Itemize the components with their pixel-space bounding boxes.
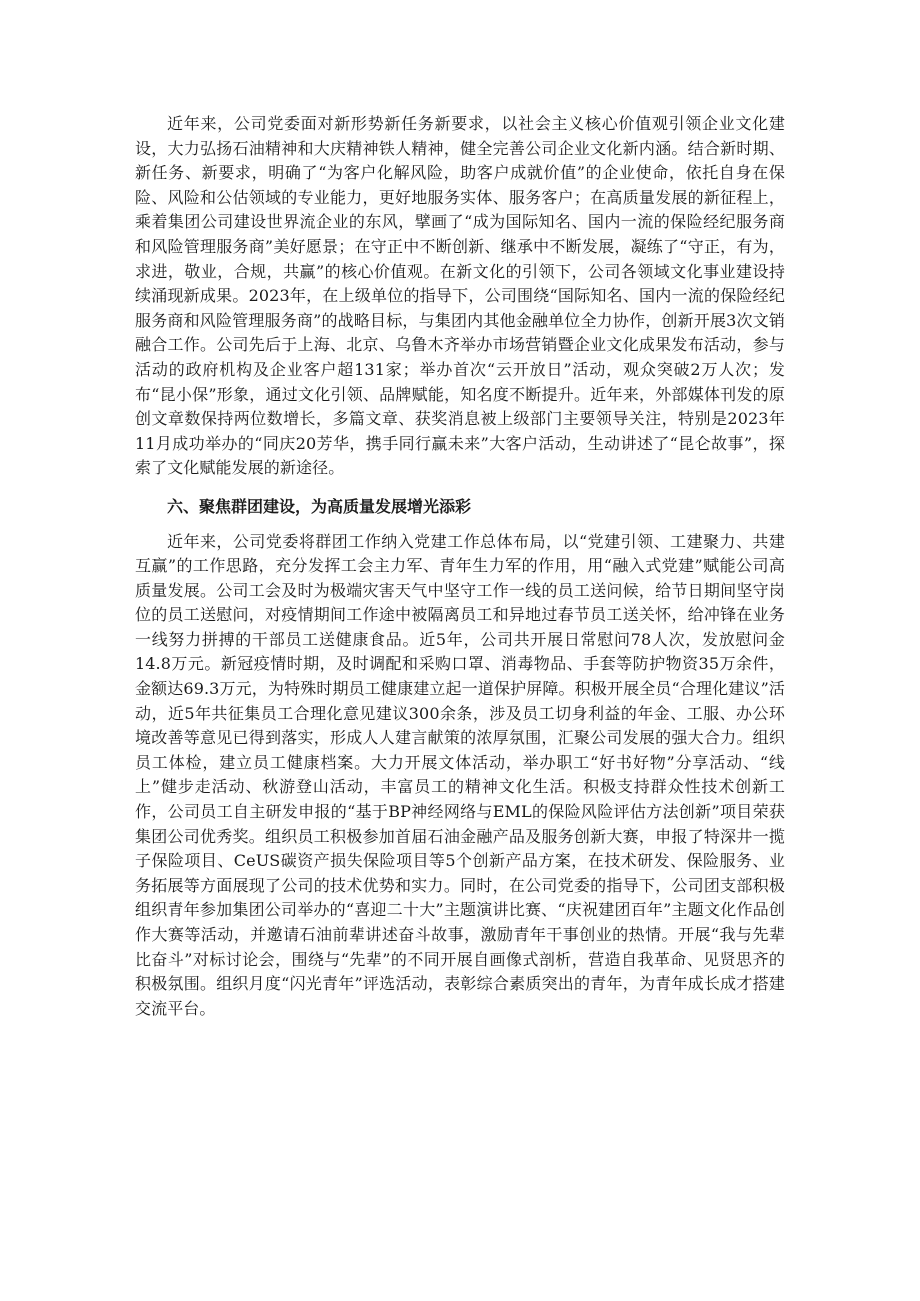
culture-paragraph: 近年来，公司党委面对新形势新任务新要求，以社会主义核心价值观引领企业文化建设，大力弘扬石油精神和大庆精神铁人精神，健全完善公司企业文化新内涵。结合新时期、新任务、新要求，明确了“为客户化解风险，助客户成就价值”的企业使命，依托自身在保险、风险和公估领域的专业能力，更好地服务实体、服务客户；在高质量发展的新征程上，乘着集团公司建设世界流企业的东风，擘画了“成为国际知名、国内一流的保险经纪服务商和风险管理服务商”美好愿景；在守正中不断创新、继承中不断发展，凝练了“守正，有为，求进，敬业，合规，共赢”的核心价值观。在新文化的引领下，公司各领域文化事业建设持续涌现新成果。2023年，在上级单位的指导下，公司围绕“国际知名、国内一流的保险经纪服务商和风险管理服务商”的战略目标，与集团内其他金融单位全力协作，创新开展3次文销融合工作。公司先后于上海、北京、乌鲁木齐举办市场营销暨企业文化成果发布活动，参与活动的政府机构及企业客户超131家；举办首次“云开放日”活动，观众突破2万人次；发布“昆小保”形象，通过文化引领、品牌赋能，知名度不断提升。近年来，外部媒体刊发的原创文章数保持两位数增长，多篇文章、获奖消息被上级部门主要领导关注，特别是2023年11月成功举办的“同庆20芳华，携手同行赢未来”大客户活动，生动讲述了“昆仑故事”，探索了文化赋能发展的新途径。	[135, 114, 785, 478]
document-page	[135, 112, 785, 1021]
group-work-paragraph: 近年来，公司党委将群团工作纳入党建工作总体布局，以“党建引领、工建聚力、共建互赢”的工作思路，充分发挥工会主力军、青年生力军的作用，用“融入式党建”赋能公司高质量发展。公司工会及时为极端灾害天气中坚守工作一线的员工送问候，给节日期间坚守岗位的员工送慰问，对疫情期间工作途中被隔离员工和异地过春节员工送关怀，给冲锋在业务一线努力拼搏的干部员工送健康食品。近5年，公司共开展日常慰问78人次，发放慰问金14.8万元。新冠疫情时期，及时调配和采购口罩、消毒物品、手套等防护物资35万余件，金额达69.3万元，为特殊时期员工健康建立起一道保护屏障。积极开展全员“合理化建议”活动，近5年共征集员工合理化意见建议300余条，涉及员工切身利益的年金、工服、办公环境改善等意见已得到落实，形成人人建言献策的浓厚氛围，汇聚公司发展的强大合力。组织员工体检，建立员工健康档案。大力开展文体活动，举办职工“好书好物”分享活动、“线上”健步走活动、秋游登山活动，丰富员工的精神文化生活。积极支持群众性技术创新工作，公司员工自主研发申报的“基于BP神经网络与EML的保险风险评估方法创新”项目荣获集团公司优秀奖。组织员工积极参加首届石油金融产品及服务创新大赛，申报了特深井一揽子保险项目、CeUS碳资产损失保险项目等5个创新产品方案，在技术研发、保险服务、业务拓展等方面展现了公司的技术优势和实力。同时，在公司党委的指导下，公司团支部积极组织青年参加集团公司举办的“喜迎二十大”主题演讲比赛、“庆祝建团百年”主题文化作品创作大赛等活动，并邀请石油前辈讲述奋斗故事，激励青年干事创业的热情。开展“我与先辈比奋斗”对标讨论会，围绕与“先辈”的不同开展自画像式剖析，营造自我革命、见贤思齐的积极氛围。组织月度“闪光青年”评选活动，表彰综合素质突出的青年，为青年成长成才搭建交流平台。	[135, 531, 785, 1018]
section-heading: 六、聚焦群团建设，为高质量发展增光添彩	[167, 496, 472, 516]
